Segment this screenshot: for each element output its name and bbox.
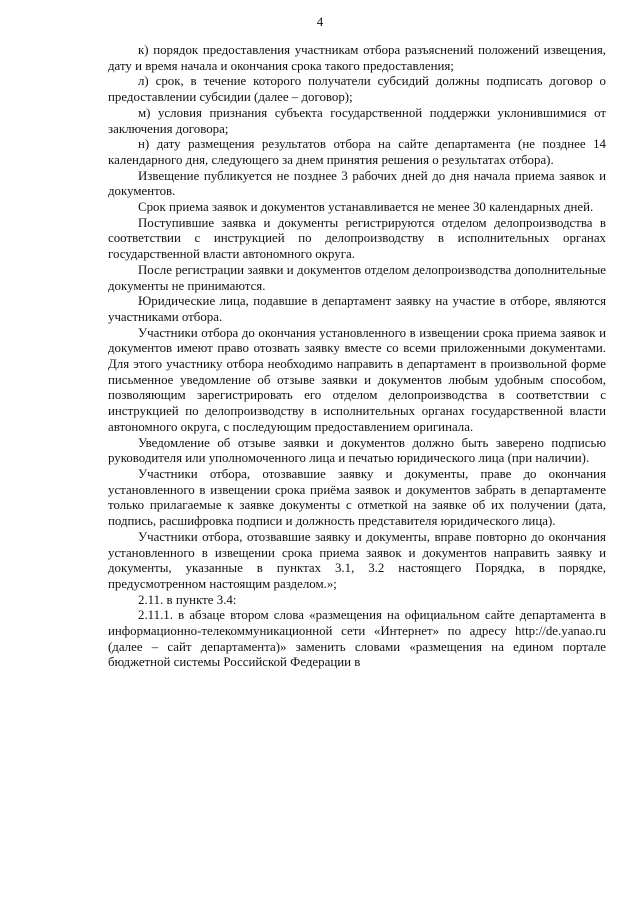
paragraph: Участники отбора до окончания установленного в извещении срока приема заявок и документов имеют право отозвать заявку вместе со всеми приложенными документами. Для этого участнику отбора необходимо направить в департамент в произвольной форме письменное уведомление об отзыве заявки и документов любым удобным способом, позволяющим зарегистрировать его отделом делопроизводства в соответствии с инструкцией по делопроизводству в исполнительных органах государственной власти автономного округа, с последующим предоставлением оригинала. [108, 325, 606, 434]
page-number: 4 [316, 14, 324, 29]
paragraph: м) условия признания субъекта государственной поддержки уклонившимися от заключения договора; [108, 105, 606, 136]
paragraph: 2.11. в пункте 3.4: [138, 592, 237, 607]
paragraph: к) порядок предоставления участникам отбора разъяснений положений извещения, дату и время начала и окончания срока такого предоставления; [108, 43, 606, 73]
paragraph: н) дату размещения результатов отбора на сайте департамента (не позднее 14 календарного дня, следующего за днем принятия решения о результатах отбора). [108, 137, 606, 167]
paragraph: Участники отбора, отозвавшие заявку и документы, вправе повторно до окончания установленного в извещении срока приема заявок и документов направить заявку и документы, указанные в пунктах 3.1, 3.2 настоящего Порядка, в порядке, предусмотренном настоящим разделом.»; [108, 529, 606, 591]
paragraph: Поступившие заявка и документы регистрируются отделом делопроизводства в соответствии с инструкцией по делопроизводству в исполнительных органах государственной власти автономного округа. [108, 215, 606, 262]
paragraph: Уведомление об отзыве заявки и документов должно быть заверено подписью руководителя или уполномоченного лица и печатью юридического лица (при наличии). [108, 435, 606, 466]
paragraph: 2.11.1. в абзаце втором слова «размещения на официальном сайте департамента в информационно-телекоммуникационной сети «Интернет» по адресу http://de.yanao.ru (далее – сайт департамента)» заменить словами «размещения на едином портале бюджетной системы Российской Федерации в [108, 608, 606, 670]
paragraph: Срок приема заявок и документов устанавливается не менее 30 календарных дней. [138, 200, 594, 215]
paragraph: Извещение публикуется не позднее 3 рабочих дней до дня начала приема заявок и документов. [108, 168, 606, 199]
paragraph: Юридические лица, подавшие в департамент заявку на участие в отборе, являются участниками отбора. [108, 294, 606, 324]
paragraph: После регистрации заявки и документов отделом делопроизводства дополнительные документы не принимаются. [108, 262, 606, 293]
document-body [108, 43, 606, 671]
paragraph: л) срок, в течение которого получатели субсидий должны подписать договор о предоставлении субсидии (далее – договор); [108, 74, 606, 105]
paragraph: Участники отбора, отозвавшие заявку и документы, праве до окончания установленного в извещении срока приёма заявок и документов забрать в департаменте только прилагаемые к заявке документы с отметкой на заявке об их получении (дата, подпись, расшифровка подписи и должность представителя юридического лица). [108, 466, 606, 529]
